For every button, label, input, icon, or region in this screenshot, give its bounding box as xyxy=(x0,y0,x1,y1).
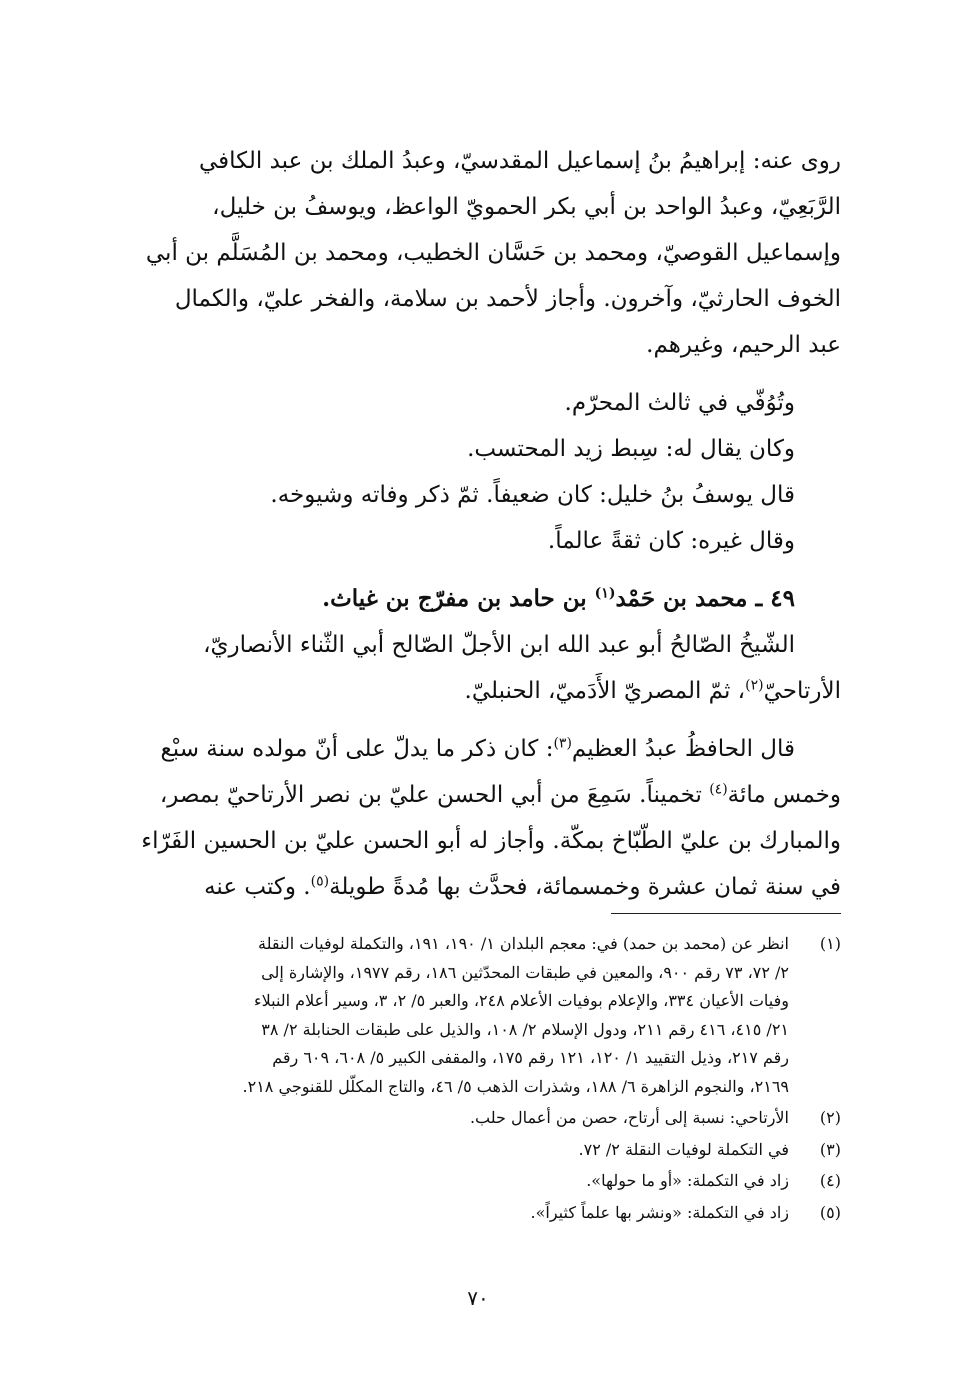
footnote-number: (٣) xyxy=(819,1139,841,1159)
footnote-text: في التكملة لوفيات النقلة ٢/ ٧٢. xyxy=(578,1139,789,1159)
footnote-number: (٥) xyxy=(819,1202,841,1222)
text-line: وإسماعيل القوصيّ، ومحمد بن حَسَّان الخطيب، ومحمد بن المُسَلَّم بن أبي xyxy=(145,240,841,266)
death-paragraph xyxy=(113,380,841,426)
footnote-number: (١) xyxy=(819,934,841,953)
footnote-text: الأرتاحي: نسبة إلى أرتاح، حصن من أعمال حلب. xyxy=(469,1108,789,1127)
footnote-3 xyxy=(113,1136,841,1165)
entry-name-rest: بن حامد بن مفرّج بن غياث. xyxy=(322,585,587,612)
text-segment: تخميناً. سَمِعَ من أبي الحسن عليّ بن نصر الأرتاحيّ بمصر، xyxy=(159,782,710,808)
text-line: روى عنه: إبراهيمُ بنُ إسماعيل المقدسيّ، وعبدُ الملك بن عبد الكافي xyxy=(198,148,841,174)
footnote-line: ٢/ ٧٢، ٧٣ رقم ٩٠٠، والمعين في طبقات المحدّثين ١٨٦، رقم ١٩٧٧، والإشارة إلى xyxy=(261,962,789,982)
entry-number: ٤٩ ـ xyxy=(755,585,795,612)
text-line: الشّيخُ الصّالحُ أبو عبد الله ابن الأجلّ الصّالح أبي الثّناء الأنصاريّ، xyxy=(203,632,795,658)
text-line: وكان يقال له: سِبط زيد المحتسب. xyxy=(467,436,795,462)
evaluation-paragraph xyxy=(113,472,841,518)
footnote-line: ٢١/ ٤١٥، ٤١٦ رقم ٢١١، ودول الإسلام ٢/ ١٠٨، والذيل على طبقات الحنابلة ٢/ ٣٨ xyxy=(261,1019,789,1039)
birth-paragraph xyxy=(113,726,841,910)
footnote-line: ٢١٦٩، والنجوم الزاهرة ٦/ ١٨٨، وشذرات الذهب ٥/ ٤٦، والتاج المكلّل للقنوجي ٢١٨. xyxy=(242,1076,789,1096)
footnote-ref-4[interactable]: (٤) xyxy=(709,781,728,798)
footnote-text: زاد في التكملة: «أو ما حولها». xyxy=(586,1171,789,1190)
footnote-line: انظر عن (محمد بن حمد) في: معجم البلدان ١/ ١٩٠، ١٩١، والتكملة لوفيات النقلة xyxy=(258,934,789,953)
biography-paragraph xyxy=(113,622,841,714)
text-line: عبد الرحيم، وغيرهم. xyxy=(646,332,841,358)
text-line: الرَّبَعِيّ، وعبدُ الواحد بن أبي بكر الحمويّ الواعظ، ويوسفُ بن خليل، xyxy=(212,194,841,220)
footnote-ref-5[interactable]: (٥) xyxy=(310,873,330,890)
footnote-text: زاد في التكملة: «ونشر بها علماً كثيراً». xyxy=(530,1202,789,1222)
text-line: والمبارك بن عليّ الطّبّاخ بمكّة. وأجاز له أبو الحسن عليّ بن الحسين الفَرّاء xyxy=(141,828,841,854)
footnote-line: رقم ٢١٧، وذيل التقييد ١/ ١٢٠، ١٢١ رقم ١٧٥، والمقفى الكبير ٥/ ٦٠٨، ٦٠٩ رقم xyxy=(272,1048,789,1067)
text-line: الخوف الحارثيّ، وآخرون. وأجاز لأحمد بن سلامة، والفخر عليّ، والكمال xyxy=(174,286,841,312)
text-segment: وخمس مائة xyxy=(727,782,841,808)
footnotes xyxy=(113,930,841,1227)
footnote-ref-2[interactable]: (٢) xyxy=(745,677,764,694)
footnote-2 xyxy=(113,1104,841,1133)
text-segment: في سنة ثمان عشرة وخمسمائة، فحدَّث بها مُدةً طويلة xyxy=(329,874,841,900)
text-line: قال يوسفُ بنُ خليل: كان ضعيفاً. ثمّ ذكر وفاته وشيوخه. xyxy=(270,482,795,508)
text-segment: ، ثمّ المصريّ الأَدَميّ، الحنبليّ. xyxy=(464,678,746,704)
entry-heading xyxy=(113,576,841,622)
footnote-line: وفيات الأعيان ٣٣٤، والإعلام بوفيات الأعلام ٢٤٨، والعبر ٥/ ٢، ٣، وسير أعلام النبلاء xyxy=(254,991,789,1010)
footnote-ref-1[interactable]: (١) xyxy=(594,585,616,602)
other-evaluation-paragraph xyxy=(113,518,841,564)
footnote-number: (٤) xyxy=(819,1171,841,1190)
footnote-5 xyxy=(113,1199,841,1228)
footnote-1 xyxy=(113,930,841,1101)
text-line: وقال غيره: كان ثقةً عالماً. xyxy=(547,528,795,554)
footnote-divider xyxy=(611,913,841,914)
text-segment: قال الحافظُ عبدُ العظيم xyxy=(571,736,795,762)
footnote-number: (٢) xyxy=(819,1108,841,1127)
nickname-paragraph xyxy=(113,426,841,472)
main-text xyxy=(113,138,841,910)
text-segment: : كان ذكر ما يدلّ على أنّ مولده سنة سبْع xyxy=(160,736,554,762)
text-segment: . وكتب عنه xyxy=(204,874,311,900)
text-line: وتُوُفّي في ثالث المحرّم. xyxy=(564,390,795,416)
footnote-4 xyxy=(113,1167,841,1196)
narrators-paragraph xyxy=(113,138,841,368)
page-number: ٧٠ xyxy=(467,1286,489,1310)
footnote-ref-3[interactable]: (٣) xyxy=(553,735,572,752)
text-segment: الأرتاحيّ xyxy=(763,678,841,704)
entry-name: محمد بن حَمْد xyxy=(615,585,748,612)
